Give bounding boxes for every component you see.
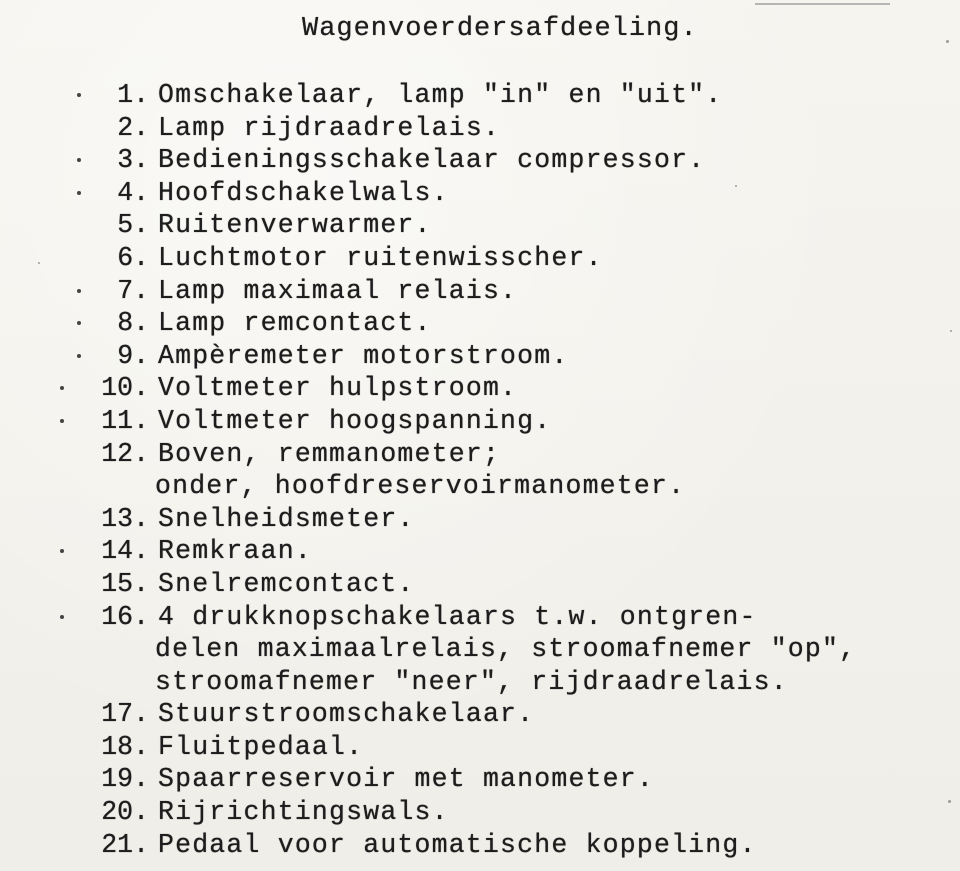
item-text: Omschakelaar, lamp "in" en "uit". xyxy=(158,80,723,110)
list-item xyxy=(0,209,960,242)
item-text: Snelremcontact. xyxy=(158,568,415,599)
item-text: Spaarreservoir met manometer. xyxy=(158,764,654,795)
list-item xyxy=(0,405,960,438)
check-tick-mark xyxy=(77,191,81,195)
list-item xyxy=(0,275,960,308)
item-text: Pedaal voor automatische koppeling. xyxy=(158,829,757,860)
list-item xyxy=(0,796,960,829)
item-text: Voltmeter hoogspanning. xyxy=(158,405,552,436)
item-number: 2. xyxy=(117,112,149,143)
check-tick-mark xyxy=(77,321,81,325)
item-number: 16. xyxy=(101,601,149,632)
check-tick-mark xyxy=(77,158,81,162)
list-item xyxy=(0,242,960,275)
item-number: 9. xyxy=(117,340,149,371)
list-item xyxy=(0,340,960,373)
item-text: Boven, remmanometer; xyxy=(158,438,501,469)
item-number: 3. xyxy=(117,145,149,176)
item-list xyxy=(0,79,960,861)
item-number: 19. xyxy=(101,764,149,795)
list-item xyxy=(0,438,960,471)
item-text: Remkraan. xyxy=(158,536,312,567)
item-text: Ruitenverwarmer. xyxy=(158,210,432,241)
list-item-continuation xyxy=(0,470,960,503)
list-item xyxy=(0,372,960,405)
item-number: 8. xyxy=(117,308,149,339)
item-text: delen maximaalrelais, stroomafnemer "op", xyxy=(155,634,857,665)
check-tick-mark xyxy=(60,419,64,423)
list-item xyxy=(0,731,960,764)
list-item xyxy=(0,829,960,862)
item-text: Lamp remcontact. xyxy=(158,308,432,339)
list-item-continuation xyxy=(0,666,960,699)
top-rule xyxy=(755,3,890,5)
item-text: Lamp rijdraadrelais. xyxy=(158,112,501,143)
item-text: Voltmeter hulpstroom. xyxy=(158,373,518,404)
item-text: Stuurstroomschakelaar. xyxy=(158,699,535,730)
item-text: Fluitpedaal. xyxy=(158,731,364,762)
item-text: Snelheidsmeter. xyxy=(158,503,415,534)
item-number: 11. xyxy=(101,405,149,436)
check-tick-mark xyxy=(77,354,81,358)
list-item xyxy=(0,568,960,601)
item-number: 17. xyxy=(101,699,149,730)
list-item xyxy=(0,535,960,568)
item-text: stroomafnemer "neer", rijdraadrelais. xyxy=(155,666,788,697)
item-number: 15. xyxy=(101,568,149,599)
item-number: 18. xyxy=(101,731,149,762)
item-number: 14. xyxy=(101,536,149,567)
list-item xyxy=(0,79,960,112)
check-tick-mark xyxy=(60,386,64,390)
page-title: Wagenvoerdersafdeeling. xyxy=(302,14,698,44)
item-text: Luchtmotor ruitenwisscher. xyxy=(158,242,603,273)
list-item xyxy=(0,144,960,177)
check-tick-mark xyxy=(77,93,81,97)
item-text: Lamp maximaal relais. xyxy=(158,275,518,306)
check-tick-mark xyxy=(60,615,64,619)
item-text: Rijrichtingswals. xyxy=(158,797,449,828)
item-number: 10. xyxy=(101,373,149,404)
list-item xyxy=(0,307,960,340)
list-item xyxy=(0,601,960,634)
item-number: 1. xyxy=(117,80,149,110)
list-item xyxy=(0,112,960,145)
item-number: 20. xyxy=(101,797,149,828)
item-number: 13. xyxy=(101,503,149,534)
item-number: 7. xyxy=(117,275,149,306)
item-number: 6. xyxy=(117,242,149,273)
item-number: 4. xyxy=(117,177,149,208)
item-text: 4 drukknopschakelaars t.w. ontgren- xyxy=(158,601,757,632)
list-item xyxy=(0,177,960,210)
item-text: Hoofdschakelwals. xyxy=(158,177,449,208)
list-item-continuation xyxy=(0,633,960,666)
item-text: Ampèremeter motorstroom. xyxy=(158,340,569,371)
item-text: onder, hoofdreservoirmanometer. xyxy=(155,471,686,502)
check-tick-mark xyxy=(60,549,64,553)
list-item xyxy=(0,763,960,796)
list-item xyxy=(0,698,960,731)
item-number: 5. xyxy=(117,210,149,241)
list-item xyxy=(0,503,960,536)
item-number: 12. xyxy=(101,438,149,469)
item-text: Bedieningsschakelaar compressor. xyxy=(158,145,706,176)
check-tick-mark xyxy=(77,289,81,293)
item-number: 21. xyxy=(101,829,149,860)
